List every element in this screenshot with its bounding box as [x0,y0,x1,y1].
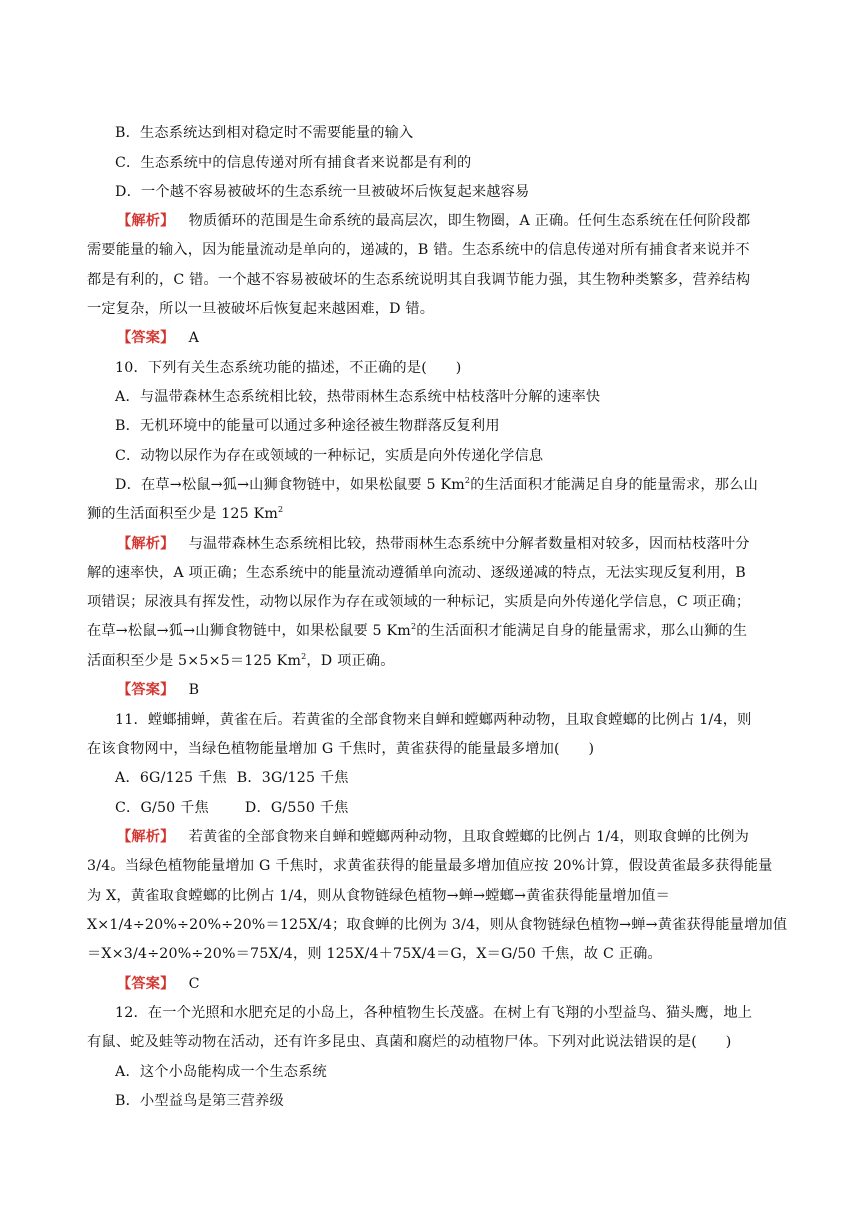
q9-answer [117,328,199,348]
q10-analysis-line-1 [117,534,750,554]
q9-analysis-line-4: 一定复杂，所以一旦被破坏后恢复起来越困难，D 错。 [87,301,435,317]
q10-analysis-line-5 [87,651,395,671]
q11-options-row-1 [115,768,349,788]
q12-option-b: B．小型益鸟是第三营养级 [115,1093,284,1109]
analysis-text: 在草→松鼠→狐→山狮食物链中，如果松鼠要 5 Km [87,623,411,639]
answer-label: 【答案】 [117,682,175,698]
q10-option-d-line-2 [87,504,283,524]
q11-analysis-line-4: X×1/4÷20%÷20%÷20%＝125X/4；取食蝉的比例为 3/4，则从食物链绿色植物→蝉→黄雀获得能量增加值 [87,917,788,933]
superscript: 2 [410,622,417,631]
q10-option-d-text: D．在草→松鼠→狐→山狮食物链中，如果松鼠要 5 Km [115,477,465,493]
q10-analysis-line-4 [87,621,747,641]
q10-analysis-line-3: 项错误；尿液具有挥发性，动物以尿作为存在或领域的一种标记，实质是向外传递化学信息，C 项正确； [87,594,751,610]
q11-analysis-line-3: 为 X，黄雀取食螳螂的比例占 1/4，则从食物链绿色植物→蝉→螳螂→黄雀获得能量增加值＝ [87,888,670,904]
answer-label: 【答案】 [117,330,175,346]
q9-analysis-line-1 [117,211,750,231]
q10-option-b: B．无机环境中的能量可以通过多种途径被生物群落反复利用 [115,418,500,434]
q10-answer [117,680,199,700]
q11-analysis-line-1 [117,827,749,847]
answer-value: B [188,682,200,698]
answer-label: 【答案】 [117,976,175,992]
q11-options-row-2 [115,798,349,818]
q10-option-d-text-2: 狮的生活面积至少是 125 Km [87,506,279,522]
q11-option-c: C．G/50 千焦 [115,800,209,816]
q11-analysis-line-5: ＝X×3/4÷20%÷20%＝75X/4，则 125X/4＋75X/4＝G，X＝G/50 千焦，故 C 正确。 [87,946,662,962]
analysis-label: 【解析】 [117,536,175,552]
analysis-text: 若黄雀的全部食物来自蝉和螳螂两种动物，且取食螳螂的比例占 1/4，则取食蝉的比例为 [188,829,750,845]
q10-option-c: C．动物以尿作为存在或领域的一种标记，实质是向外传递化学信息 [115,448,544,464]
q10-option-a: A．与温带森林生态系统相比较，热带雨林生态系统中枯枝落叶分解的速率快 [115,389,601,405]
analysis-text-cont: ，D 项正确。 [306,653,395,669]
q9-option-d: D．一个越不容易被破坏的生态系统一旦被破坏后恢复起来越容易 [115,184,530,200]
superscript: 2 [301,652,307,661]
q11-option-b: B．3G/125 千焦 [236,770,349,786]
q11-analysis-line-2: 3/4。当绿色植物能量增加 G 千焦时，求黄雀获得的能量最多增加值应按 20%计算，假设黄雀最多获得能量 [87,858,773,874]
answer-value: A [188,330,200,346]
superscript: 2 [278,505,284,514]
analysis-text: 活面积至少是 5×5×5＝125 Km [87,653,302,669]
answer-value: C [188,976,200,992]
q11-stem-line-2: 在该食物网中，当绿色植物能量增加 G 千焦时，黄雀获得的能量最多增加( ) [87,741,595,757]
q12-stem-line-2: 有鼠、蛇及蛙等动物在活动，还有许多昆虫、真菌和腐烂的动植物尸体。下列对此说法错误的是( ) [87,1034,732,1050]
q9-analysis-line-2: 需要能量的输入，因为能量流动是单向的，递减的，B 错。生态系统中的信息传递对所有捕食者来说并不 [87,242,750,258]
q12-option-a: A．这个小岛能构成一个生态系统 [115,1064,327,1080]
q12-stem-line-1: 12．在一个光照和水肥充足的小岛上，各种植物生长茂盛。在树上有飞翔的小型益鸟、猫头鹰，地上 [115,1005,753,1021]
q11-option-d: D．G/550 千焦 [244,800,349,816]
q11-stem-line-1: 11．螳螂捕蝉，黄雀在后。若黄雀的全部食物来自蝉和螳螂两种动物，且取食螳螂的比例占 1/4，则 [115,712,752,728]
analysis-text: 物质循环的范围是生命系统的最高层次，即生物圈，A 正确。任何生态系统在任何阶段都 [188,213,751,229]
superscript: 2 [464,476,471,485]
q9-option-b: B．生态系统达到相对稳定时不需要能量的输入 [115,125,414,141]
q9-analysis-line-3: 都是有利的，C 错。一个越不容易被破坏的生态系统说明其自我调节能力强，其生物种类繁多，营养结构 [87,272,751,288]
q10-analysis-line-2: 解的速率快，A 项正确；生态系统中的能量流动遵循单向流动、逐级递减的特点，无法实现反复利用，B [87,565,746,581]
q11-option-a: A．6G/125 千焦 [115,770,227,786]
q10-option-d [115,475,758,495]
q9-option-c: C．生态系统中的信息传递对所有捕食者来说都是有利的 [115,155,472,171]
analysis-text-cont: 的生活面积才能满足自身的能量需求，那么山狮的生 [416,623,748,639]
analysis-text: 与温带森林生态系统相比较，热带雨林生态系统中分解者数量相对较多，因而枯枝落叶分 [188,536,750,552]
q10-option-d-text-cont: 的生活面积才能满足自身的能量需求，那么山 [470,477,758,493]
q11-answer [117,974,200,994]
q10-stem: 10．下列有关生态系统功能的描述，不正确的是( ) [115,360,462,376]
analysis-label: 【解析】 [117,213,175,229]
analysis-label: 【解析】 [117,829,175,845]
